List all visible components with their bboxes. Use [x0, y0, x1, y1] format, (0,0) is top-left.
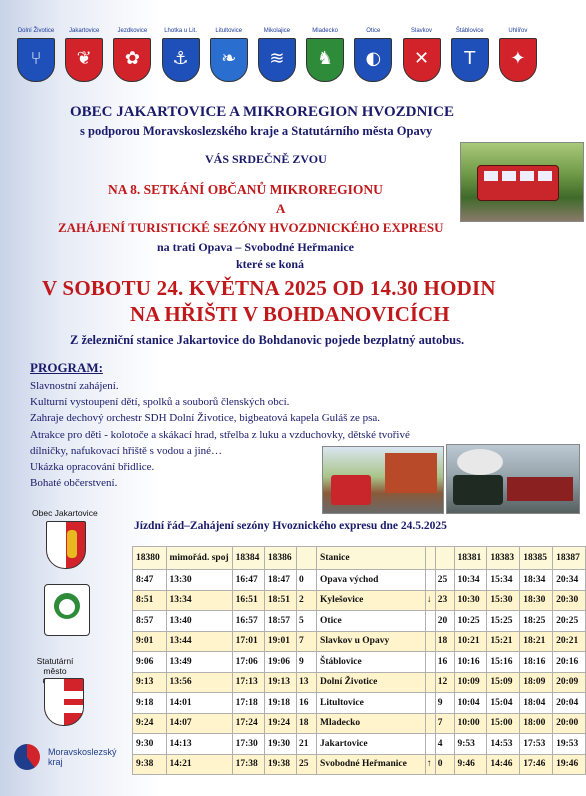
- table-cell: 9:24: [133, 713, 167, 734]
- table-cell: 4: [435, 734, 454, 755]
- table-cell: 13: [297, 672, 317, 693]
- program-item: Slavnostní zahájení.: [30, 380, 119, 392]
- crest-name: Dolní Životice: [17, 28, 55, 34]
- header-cell: mimořád. spoj: [166, 547, 232, 570]
- station-building-shape: [385, 453, 437, 493]
- program-item: Ukázka opracování břidlice.: [30, 461, 155, 474]
- program-title: PROGRAM:: [30, 360, 103, 375]
- support-line: s podporou Moravskoslezského kraje a Statutárního města Opavy: [80, 124, 433, 138]
- event-place: NA HŘIŠTI V BOHDANOVICÍCH: [130, 302, 450, 326]
- table-cell: 9: [297, 652, 317, 673]
- table-cell: 10:34: [454, 570, 487, 591]
- table-cell: 15:25: [487, 611, 520, 632]
- book-icon: ❧: [210, 38, 248, 82]
- header-cell: [425, 547, 435, 570]
- table-cell: 17:06: [232, 652, 264, 673]
- steam-train-photo: [446, 444, 580, 514]
- table-cell: 15:00: [487, 713, 520, 734]
- header-cell: 18381: [454, 547, 487, 570]
- crest: [301, 28, 349, 82]
- table-cell: 7: [435, 713, 454, 734]
- table-cell: 21: [297, 734, 317, 755]
- opava-crest-icon: [44, 678, 84, 726]
- table-cell: 25: [297, 754, 317, 775]
- table-cell: 18:00: [520, 713, 553, 734]
- region-logo-icon: [14, 744, 40, 770]
- table-cell: 20:09: [553, 672, 586, 693]
- table-cell: 19:53: [553, 734, 586, 755]
- event-date: V SOBOTU 24. KVĚTNA 2025 OD 14.30 HODIN: [42, 276, 496, 300]
- table-row: [133, 631, 586, 652]
- table-cell: 19:46: [553, 754, 586, 775]
- table-cell: 18:09: [520, 672, 553, 693]
- table-cell: 10:09: [454, 672, 487, 693]
- table-cell: 18:25: [520, 611, 553, 632]
- letter-t-icon: T: [451, 38, 489, 82]
- wagon-shape: [507, 477, 573, 501]
- table-row: [133, 734, 586, 755]
- table-cell: 19:30: [264, 734, 296, 755]
- table-cell: [425, 693, 435, 714]
- table-cell: 18:51: [264, 590, 296, 611]
- header-cell: 18387: [553, 547, 586, 570]
- header-cell: [435, 547, 454, 570]
- table-row: [133, 693, 586, 714]
- table-cell: 0: [435, 754, 454, 775]
- crest-name: Jakartovice: [69, 28, 100, 34]
- table-cell: 20:25: [553, 611, 586, 632]
- table-cell: 17:46: [520, 754, 553, 775]
- table-cell: 16:57: [232, 611, 264, 632]
- crest-row: [12, 28, 542, 82]
- table-row: [133, 754, 586, 775]
- table-cell: 7: [297, 631, 317, 652]
- table-cell: 17:38: [232, 754, 264, 775]
- table-cell: 15:09: [487, 672, 520, 693]
- table-cell: 5: [297, 611, 317, 632]
- table-cell: 18:21: [520, 631, 553, 652]
- table-cell: 9:06: [133, 652, 167, 673]
- table-cell: 9:18: [133, 693, 167, 714]
- crest: [398, 28, 446, 82]
- table-cell: [425, 672, 435, 693]
- header-cell: 18385: [520, 547, 553, 570]
- table-cell: 15:34: [487, 570, 520, 591]
- header-cell: Stanice: [317, 547, 426, 570]
- organizer-title: OBEC JAKARTOVICE A MIKROREGION HVOZDNICE: [70, 104, 454, 120]
- table-cell: 20: [435, 611, 454, 632]
- table-cell: ↑: [425, 754, 435, 775]
- crest-name: Jezdkovice: [117, 28, 148, 34]
- table-cell: 14:46: [487, 754, 520, 775]
- table-cell: 9:13: [133, 672, 167, 693]
- table-cell: 20:34: [553, 570, 586, 591]
- figure-icon: ✦: [499, 38, 537, 82]
- station-cell: Kylešovice: [317, 590, 426, 611]
- table-cell: 19:06: [264, 652, 296, 673]
- table-cell: 13:49: [166, 652, 232, 673]
- region-name: Moravskoslezský: [48, 747, 117, 757]
- region-logo: [14, 744, 117, 770]
- header-cell: 18380: [133, 547, 167, 570]
- flower-icon: ✿: [113, 38, 151, 82]
- which-line: které se koná: [236, 257, 304, 271]
- table-cell: 9: [435, 693, 454, 714]
- table-cell: 18:30: [520, 590, 553, 611]
- table-cell: 14:21: [166, 754, 232, 775]
- table-cell: 18:47: [264, 570, 296, 591]
- wheat-sheaf-icon: ❦: [65, 38, 103, 82]
- table-cell: 9:01: [133, 631, 167, 652]
- table-cell: 17:53: [520, 734, 553, 755]
- table-cell: 14:53: [487, 734, 520, 755]
- table-row: [133, 590, 586, 611]
- table-cell: [425, 631, 435, 652]
- table-cell: 14:13: [166, 734, 232, 755]
- timetable: [132, 546, 586, 775]
- crest-name: Štáblovice: [455, 28, 484, 34]
- table-row: [133, 672, 586, 693]
- table-cell: 20:00: [553, 713, 586, 734]
- table-row: [133, 570, 586, 591]
- table-cell: ↓: [425, 590, 435, 611]
- event-title-2: ZAHÁJENÍ TURISTICKÉ SEZÓNY HVOZDNICKÉHO EXPRESU: [58, 220, 444, 235]
- crest: [446, 28, 494, 82]
- table-cell: 8:47: [133, 570, 167, 591]
- table-cell: 15:04: [487, 693, 520, 714]
- table-cell: 13:30: [166, 570, 232, 591]
- crest-name: Litultovice: [215, 28, 243, 34]
- table-cell: 19:01: [264, 631, 296, 652]
- table-cell: 16:51: [232, 590, 264, 611]
- table-cell: 17:01: [232, 631, 264, 652]
- table-row: [133, 611, 586, 632]
- table-cell: 10:21: [454, 631, 487, 652]
- table-cell: 18:04: [520, 693, 553, 714]
- railcar-shape: [477, 165, 559, 201]
- station-cell: Litultovice: [317, 693, 426, 714]
- train-photo: [460, 142, 584, 222]
- table-cell: 16: [435, 652, 454, 673]
- table-cell: 12: [435, 672, 454, 693]
- table-cell: 20:30: [553, 590, 586, 611]
- opava-label: Statutární město: [36, 656, 74, 676]
- fork-icon: ⑂: [17, 38, 55, 82]
- crossed-tools-icon: ✕: [403, 38, 441, 82]
- table-cell: 14:01: [166, 693, 232, 714]
- table-cell: 10:30: [454, 590, 487, 611]
- table-cell: 13:44: [166, 631, 232, 652]
- table-cell: [425, 652, 435, 673]
- crest: [253, 28, 301, 82]
- table-cell: 20:04: [553, 693, 586, 714]
- table-cell: 20:21: [553, 631, 586, 652]
- table-cell: 9:53: [454, 734, 487, 755]
- header-cell: 18386: [264, 547, 296, 570]
- table-row: [133, 713, 586, 734]
- hook-icon: ⚓: [162, 38, 200, 82]
- region-logo-text: [48, 747, 117, 767]
- station-cell: Štáblovice: [317, 652, 426, 673]
- table-cell: 19:38: [264, 754, 296, 775]
- table-cell: 10:16: [454, 652, 487, 673]
- bus-note: Z železniční stanice Jakartovice do Bohdanovic pojede bezplatný autobus.: [70, 333, 465, 347]
- crest: [60, 28, 108, 82]
- table-cell: 18:16: [520, 652, 553, 673]
- program-item: Bohaté občerstvení.: [30, 477, 118, 490]
- table-cell: 18: [435, 631, 454, 652]
- program-item: Kulturní vystoupení dětí, spolků a souborů členských obcí.: [30, 396, 290, 409]
- table-cell: 10:25: [454, 611, 487, 632]
- header-cell: 18384: [232, 547, 264, 570]
- crest-name: Lhotka u Lit.: [164, 28, 197, 34]
- table-cell: 17:30: [232, 734, 264, 755]
- region-type: kraj: [48, 757, 63, 767]
- crest-name: Mikolajice: [263, 28, 291, 34]
- table-cell: [425, 570, 435, 591]
- event-title-1: NA 8. SETKÁNÍ OBČANŮ MIKROREGIONU: [108, 182, 383, 197]
- table-cell: 15:30: [487, 590, 520, 611]
- table-cell: 16:47: [232, 570, 264, 591]
- timetable-header: [133, 547, 586, 570]
- table-cell: 13:56: [166, 672, 232, 693]
- crest: [494, 28, 542, 82]
- table-cell: 16: [297, 693, 317, 714]
- table-cell: 13:40: [166, 611, 232, 632]
- table-cell: 19:18: [264, 693, 296, 714]
- table-cell: 14:07: [166, 713, 232, 734]
- header-cell: [297, 547, 317, 570]
- table-cell: 15:16: [487, 652, 520, 673]
- jakartovice-label: Obec Jakartovice: [32, 508, 98, 518]
- table-cell: 17:13: [232, 672, 264, 693]
- table-cell: 18:57: [264, 611, 296, 632]
- route-line: na trati Opava – Svobodné Heřmanice: [157, 240, 354, 254]
- red-railcar-shape: [331, 475, 371, 505]
- station-cell: Svobodné Heřmanice: [317, 754, 426, 775]
- table-cell: 9:30: [133, 734, 167, 755]
- table-cell: 10:00: [454, 713, 487, 734]
- lamb-icon: ♞: [306, 38, 344, 82]
- crest: [12, 28, 60, 82]
- crest-name: Mladecko: [312, 28, 338, 34]
- microregion-logo-icon: [44, 584, 90, 636]
- crest: [205, 28, 253, 82]
- table-cell: 13:34: [166, 590, 232, 611]
- table-cell: [425, 734, 435, 755]
- station-cell: Dolní Životice: [317, 672, 426, 693]
- table-cell: 8:51: [133, 590, 167, 611]
- station-cell: Jakartovice: [317, 734, 426, 755]
- station-cell: Otice: [317, 611, 426, 632]
- table-cell: 20:16: [553, 652, 586, 673]
- crest-name: Otice: [366, 28, 381, 34]
- jakartovice-crest-icon: [46, 521, 86, 569]
- invite-line: VÁS SRDEČNĚ ZVOU: [205, 152, 327, 166]
- program-item: Atrakce pro děti - kolotoče a skákací hrad, střelba z luku a vzduchovky, dětské tvořivé dílničky, nafukovací hřiště s vodou a jiné…: [30, 428, 410, 457]
- event-conjunction: A: [276, 201, 286, 216]
- table-cell: 25: [435, 570, 454, 591]
- crest: [108, 28, 156, 82]
- fish-icon: ≋: [258, 38, 296, 82]
- steam-locomotive-shape: [453, 475, 503, 505]
- railcar-station-photo: [322, 446, 444, 514]
- table-cell: 10:04: [454, 693, 487, 714]
- table-cell: [425, 713, 435, 734]
- table-cell: [425, 611, 435, 632]
- crest-name: Uhlířov: [508, 28, 528, 34]
- table-cell: 19:24: [264, 713, 296, 734]
- table-cell: 23: [435, 590, 454, 611]
- table-cell: 2: [297, 590, 317, 611]
- crest: [349, 28, 397, 82]
- steam-cloud-shape: [457, 449, 503, 475]
- table-cell: 9:46: [454, 754, 487, 775]
- table-cell: 18:34: [520, 570, 553, 591]
- table-cell: 19:13: [264, 672, 296, 693]
- crest: [157, 28, 205, 82]
- station-cell: Mladecko: [317, 713, 426, 734]
- table-cell: 8:57: [133, 611, 167, 632]
- timetable-title: Jízdní řád–Zahájení sezóny Hvoznického expresu dne 24.5.2025: [134, 520, 447, 532]
- crest-name: Slavkov: [410, 28, 432, 34]
- table-row: [133, 652, 586, 673]
- table-cell: 15:21: [487, 631, 520, 652]
- letter-o-icon: ◐: [354, 38, 392, 82]
- table-cell: 9:38: [133, 754, 167, 775]
- header-cell: 18383: [487, 547, 520, 570]
- station-cell: Opava východ: [317, 570, 426, 591]
- program-item: Zahraje dechový orchestr SDH Dolní Životice, bigbeatová kapela Guláš ze psa.: [30, 412, 381, 425]
- table-cell: 17:24: [232, 713, 264, 734]
- table-cell: 18: [297, 713, 317, 734]
- table-cell: 17:18: [232, 693, 264, 714]
- station-cell: Slavkov u Opavy: [317, 631, 426, 652]
- table-cell: 0: [297, 570, 317, 591]
